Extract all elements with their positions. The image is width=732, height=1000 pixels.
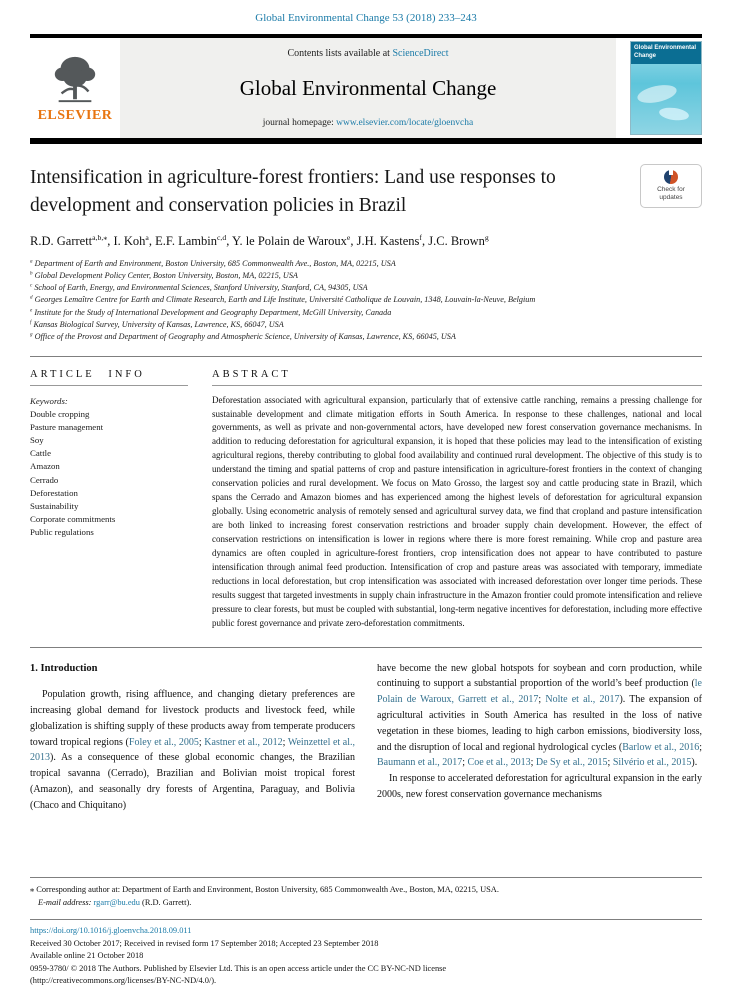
body-paragraph: In response to accelerated deforestation for agricultural expansion in the early 2000s, new forest conservation governance mechanisms	[377, 773, 702, 800]
citation-link[interactable]: Nolte et al., 2017	[545, 694, 620, 706]
citation-link[interactable]: Baumann et al., 2017	[377, 757, 463, 769]
author-affiliation-mark: c,d	[216, 232, 227, 242]
citation-link[interactable]: Silvério et al., 2015	[612, 757, 692, 769]
page-footer	[0, 877, 732, 1000]
homepage-prefix: journal homepage:	[262, 118, 337, 128]
citation-link[interactable]: Barlow et al., 2016	[622, 741, 700, 753]
section-heading-introduction: 1. Introduction	[30, 662, 98, 674]
journal-header	[30, 38, 702, 138]
section-divider	[30, 647, 702, 648]
footer-divider	[30, 919, 702, 920]
keywords-list	[30, 408, 188, 540]
journal-cover-thumbnail	[630, 41, 702, 135]
author-affiliation-mark: g	[484, 232, 489, 242]
cover-art	[658, 106, 689, 122]
keyword: Deforestation	[30, 487, 78, 498]
received-dates: Received 30 October 2017; Received in revised form 17 September 2018; Accepted 23 September 2018	[30, 939, 379, 949]
journal-title: Global Environmental Change	[239, 76, 497, 100]
citation-link[interactable]: Weinzettel et al., 2013	[30, 736, 355, 764]
body-column-left	[30, 661, 355, 814]
citation-link[interactable]: le Polain de Waroux, Garrett et al., 2017	[377, 678, 702, 706]
contents-line	[128, 48, 608, 59]
journal-reference: Global Environmental Change 53 (2018) 233–243	[255, 12, 477, 24]
author-affiliation-mark: e	[346, 232, 351, 242]
check-for-updates-label: Check for updates	[657, 186, 685, 202]
info-abstract-section	[30, 357, 702, 647]
affiliation: $^a$ Department of Earth and Environment, Boston University, 685 Commonwealth Ave., Boston, MA, 02215, USA	[30, 257, 396, 268]
keyword: Public regulations	[30, 527, 94, 538]
email-suffix: (R.D. Garrett).	[139, 897, 192, 907]
affiliation: $^c$ School of Earth, Energy, and Environmental Sciences, Stanford University, Stanford, CA, 94305, USA	[30, 282, 368, 293]
author-affiliation-mark: f	[419, 232, 423, 242]
author-name: Y. le Polain de Waroux	[232, 233, 347, 248]
header-divider-bar	[30, 138, 702, 144]
journal-homepage-link[interactable]: www.elsevier.com/locate/gloenvcha	[336, 118, 474, 128]
email-label: E-mail address:	[38, 897, 92, 907]
abstract-column	[212, 369, 702, 631]
citation-link[interactable]: Kastner et al., 2012	[204, 736, 283, 748]
keyword: Corporate commitments	[30, 514, 116, 525]
cover-art	[636, 82, 678, 106]
article-info-heading: ARTICLE INFO	[30, 369, 188, 386]
title-row	[30, 164, 702, 221]
crossmark-icon	[664, 170, 678, 184]
elsevier-tree-icon	[50, 53, 100, 107]
elsevier-wordmark: ELSEVIER	[37, 107, 113, 123]
header-center	[120, 38, 616, 138]
keyword: Soy	[30, 435, 44, 446]
doi-link[interactable]: https://doi.org/10.1016/j.gloenvcha.2018.09.011	[30, 926, 192, 936]
affiliation: $^g$ Office of the Provost and Department of Geography and Atmospheric Science, University of Kansas, Lawrence, KS, 66045, USA	[30, 331, 456, 342]
body-paragraph: have become the new global hotspots for soybean and corn production, while continuing to support a substantial proportion of the world’s beef production (le Polain de Waroux, Garrett et al., 2017; Nolte et al., 2017). The expansion of agricultural activities in South America has resulted in the loss of native vegetation in these biomes, leading to high carbon emissions, biodiversity loss, and the disruption of local and regional hydrological cycles (Barlow et al., 2016; Baumann et al., 2017; Coe et al., 2013; De Sy et al., 2015; Silvério et al., 2015).	[377, 662, 703, 769]
keyword: Cerrado	[30, 474, 59, 485]
affiliation: $^b$ Global Development Policy Center, Boston University, Boston, MA, 02215, USA	[30, 270, 298, 280]
contents-prefix: Contents lists available at	[287, 48, 393, 59]
elsevier-logo	[30, 38, 120, 138]
cover-title: Global Environmental Change	[631, 42, 701, 64]
author-name: I. Koh	[113, 233, 146, 248]
check-for-updates-badge[interactable]	[640, 164, 702, 208]
author-affiliation-mark: a	[145, 232, 149, 242]
affiliations-list	[30, 258, 702, 344]
sciencedirect-link[interactable]: ScienceDirect	[392, 48, 449, 59]
authors-line: R.D. Garrett$^{a,b,⁎}$, I. Koh$^a$, E.F. Lambin$^{c,d}$, Y. le Polain de Waroux$^e$, J.H. Kastens$^f$, J.C. Brown$^g$	[30, 232, 489, 248]
body-paragraph: Population growth, rising affluence, and changing dietary preferences are increasing global demand for livestock products and livestock feed, while globalization is shifting supply of these products away from temperate producers toward tropical regions (Foley et al., 2005; Kastner et al., 2012; Weinzettel et al., 2013). As a consequence of these global economic changes, the Brazilian tropical savanna (Cerrado), Brazilian and Bolivian moist tropical forest (Amazon), and seasonally dry forests of Argentina, Paraguay, and Bolivia (Chaco and Chiquitano)	[30, 689, 355, 811]
citation-link[interactable]: Foley et al., 2005	[128, 736, 199, 748]
citation-link[interactable]: De Sy et al., 2015	[535, 757, 608, 769]
abstract-heading: ABSTRACT	[212, 369, 702, 386]
available-online: Available online 21 October 2018	[30, 951, 144, 961]
homepage-line	[128, 118, 608, 128]
keyword: Sustainability	[30, 500, 79, 511]
author-name: E.F. Lambin	[155, 233, 217, 248]
affiliation: $^f$ Kansas Biological Survey, University of Kansas, Lawrence, KS, 66047, USA	[30, 319, 284, 330]
affiliation: $^d$ Georges Lemaître Centre for Earth and Climate Research, Earth and Life Institute, Université Catholique de Louvain, 1348, Louvain-la-Neuve, Belgium	[30, 294, 536, 305]
author-name: J.H. Kastens	[356, 233, 420, 248]
keyword: Pasture management	[30, 421, 104, 432]
cover-column	[616, 38, 702, 138]
copyright-line: 0959-3780/ © 2018 The Authors. Published by Elsevier Ltd. This is an open access article under the CC BY-NC-ND license	[30, 963, 447, 973]
keyword: Amazon	[30, 461, 60, 472]
keyword: Cattle	[30, 448, 52, 459]
author-name: R.D. Garrett	[30, 233, 93, 248]
article-title: Intensification in agriculture-forest frontiers: Land use responses to development and conservation policies in Brazil	[30, 167, 556, 217]
license-link[interactable]: (http://creativecommons.org/licenses/BY-NC-ND/4.0/).	[30, 975, 217, 985]
body-column-right	[377, 661, 702, 814]
email-line	[30, 897, 702, 910]
footnote-divider	[30, 877, 702, 878]
body-text	[30, 661, 702, 814]
email-link[interactable]: rgarr@bu.edu	[93, 897, 140, 907]
citation-link[interactable]: Coe et al., 2013	[467, 757, 531, 769]
author-name: J.C. Brown	[428, 233, 485, 248]
article-info-column	[30, 369, 188, 631]
corresponding-author-note: ⁎ Corresponding author at: Department of Earth and Environment, Boston University, 685 Commonwealth Ave., Boston, MA, 02215, USA.	[30, 885, 499, 895]
author-affiliation-mark: a,b,⁎	[92, 232, 108, 242]
keyword: Double cropping	[30, 408, 90, 419]
abstract-text: Deforestation associated with agricultural expansion, particularly that of extensive cattle ranching, remains a pressing challenge for sustainable development and climate mitigation efforts in South America. In response to these challenges, national and local governments, as well as private and non-governmental actors, have developed new forest conservation governance mechanisms. In addition to reducing deforestation for agricultural expansion, it is hoped that these policies may lead to the intensification of existing agricultural regions, thereby contributing to global food availability and continued rural development. The objective of this study is to understand the timing and spatial patterns of crop and pasture intensification in agriculture-forest frontiers in the context of changing conservation policies and rural development. We focus on Mato Grosso, the largest soy and cattle producing state in Brazil, which spans the Cerrado and Amazon biomes and has experienced among the highest levels of deforestation for agricultural expansion globally. Using econometric analysis of remotely sensed and agricultural survey data, we find that cropland and pasture intensification are both linked to increasing forest conservation restrictions and broader supply chain development. However, the effect of conservation restrictions on intensification is lower in regions where there is more forest remaining. While crop and pasture area dynamics are often coupled in agriculture-forest frontiers, crop intensification does not appear to have contributed to pasture intensification through animal feed production. Intensification of crop and pasture areas was associated with temporary, immediate reductions in local deforestation, but crop intensification was associated with increased deforestation over longer time periods. These results suggest that targeted investments in supply chain infrastructure in the Amazon frontier could promote intensification and relieve pressure to clear forests, but must be coupled with substantial, long-term negative incentives for deforestation, including more effective public forest governance and private zero-deforestation commitments.	[212, 394, 702, 628]
keywords-label: Keywords:	[30, 395, 68, 406]
affiliation: $^e$ Institute for the Study of International Development and Geography Department, McGill University, Canada	[30, 306, 392, 317]
